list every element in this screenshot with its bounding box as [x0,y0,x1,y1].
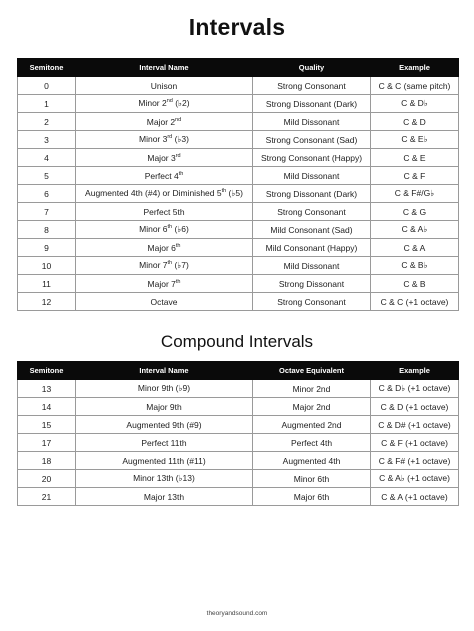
example-cell: C & B [371,275,459,293]
interval-name-text: Minor 7 [139,260,168,270]
table-row [18,398,459,416]
ordinal-suffix: th [178,170,184,177]
interval-name-text: Octave [150,296,178,307]
example-cell: C & C (same pitch) [371,77,459,95]
table-row [18,434,459,452]
octave-equivalent-cell: Major 6th [253,488,371,506]
example-cell: C & F#/G♭ [371,185,459,203]
column-header-example: Example [371,59,459,77]
interval-name-text: Major 6 [147,242,176,253]
example-cell: C & D (+1 octave) [371,398,459,416]
semitone-cell: 13 [18,380,76,398]
interval-name-cell [76,257,253,275]
semitone-cell: 10 [18,257,76,275]
interval-name-text: Major 7 [147,278,176,289]
interval-name-cell: Augmented 9th (#9) [76,416,253,434]
table-header-row [18,362,459,380]
example-cell: C & E♭ [371,131,459,149]
interval-name-text: Minor 6 [139,224,168,234]
semitone-cell: 17 [18,434,76,452]
table-row [18,380,459,398]
semitone-cell: 8 [18,221,76,239]
interval-name-cell [76,275,253,293]
ordinal-suffix: th [221,188,227,195]
intervals-table [17,58,459,311]
table-row [18,470,459,488]
page-title: Intervals [188,14,286,40]
interval-name-cell [76,293,253,311]
quality-cell: Strong Consonant [253,203,371,221]
semitone-cell: 0 [18,77,76,95]
column-header-octave-equivalent: Octave Equivalent [253,362,371,380]
semitone-cell: 7 [18,203,76,221]
interval-name-cell: Major 13th [76,488,253,506]
example-cell: C & D♭ [371,95,459,113]
semitone-cell: 1 [18,95,76,113]
example-cell: C & A [371,239,459,257]
interval-name-cell [76,95,253,113]
table-row [18,275,459,293]
example-cell: C & B♭ [371,257,459,275]
semitone-cell: 12 [18,293,76,311]
interval-name-text: Perfect 4 [144,170,179,181]
table-row [18,203,459,221]
interval-name-cell: Minor 9th (♭9) [76,380,253,398]
interval-name-text: Minor 3 [139,134,168,144]
semitone-cell: 2 [18,113,76,131]
column-header-quality: Quality [253,59,371,77]
ordinal-suffix: th [175,278,181,285]
quality-cell: Mild Dissonant [253,257,371,275]
semitone-cell: 15 [18,416,76,434]
semitone-cell: 14 [18,398,76,416]
ordinal-suffix: nd [175,116,182,123]
interval-name-qualifier: (♭3) [172,134,189,144]
column-header-interval-name: Interval Name [76,362,253,380]
octave-equivalent-cell: Minor 2nd [253,380,371,398]
compound-intervals-table [17,361,459,506]
table-row [18,293,459,311]
interval-name-cell [76,77,253,95]
quality-cell: Mild Consonant (Sad) [253,221,371,239]
quality-cell: Mild Consonant (Happy) [253,239,371,257]
octave-equivalent-cell: Augmented 4th [253,452,371,470]
interval-name-cell [76,239,253,257]
example-cell: C & G [371,203,459,221]
semitone-cell: 18 [18,452,76,470]
interval-name-text: Minor 2 [138,98,167,108]
semitone-cell: 6 [18,185,76,203]
table-row [18,113,459,131]
interval-name-cell [76,167,253,185]
example-cell: C & F# (+1 octave) [371,452,459,470]
table-row [18,452,459,470]
footer-site-name: theoryandsound.com [206,610,268,617]
table-row [18,185,459,203]
octave-equivalent-cell: Minor 6th [253,470,371,488]
quality-cell: Strong Consonant [253,77,371,95]
example-cell: C & D [371,113,459,131]
quality-cell: Strong Dissonant [253,275,371,293]
interval-name-text: Major 2 [146,116,176,127]
table-row [18,488,459,506]
ordinal-suffix: th [167,260,173,267]
quality-cell: Mild Dissonant [253,167,371,185]
interval-name-qualifier: (♭7) [172,260,189,270]
octave-equivalent-cell: Perfect 4th [253,434,371,452]
ordinal-suffix: nd [166,98,173,105]
interval-name-qualifier: (♭5) [226,188,243,198]
column-header-semitone: Semitone [18,59,76,77]
interval-name-text: Perfect 5th [143,206,185,217]
ordinal-suffix: rd [175,152,181,159]
table-row [18,416,459,434]
example-cell: C & A♭ [371,221,459,239]
quality-cell: Mild Dissonant [253,113,371,131]
interval-name-cell [76,113,253,131]
semitone-cell: 20 [18,470,76,488]
table-row [18,77,459,95]
example-cell: C & F (+1 octave) [371,434,459,452]
ordinal-suffix: th [167,224,173,231]
interval-name-cell [76,185,253,203]
table-row [18,95,459,113]
example-cell: C & E [371,149,459,167]
quality-cell: Strong Dissonant (Dark) [253,185,371,203]
example-cell: C & C (+1 octave) [371,293,459,311]
octave-equivalent-cell: Augmented 2nd [253,416,371,434]
example-cell: C & F [371,167,459,185]
quality-cell: Strong Consonant [253,293,371,311]
quality-cell: Strong Consonant (Happy) [253,149,371,167]
octave-equivalent-cell: Major 2nd [253,398,371,416]
interval-name-cell: Minor 13th (♭13) [76,470,253,488]
example-cell: C & A♭ (+1 octave) [371,470,459,488]
semitone-cell: 9 [18,239,76,257]
column-header-example: Example [371,362,459,380]
column-header-semitone: Semitone [18,362,76,380]
semitone-cell: 11 [18,275,76,293]
table-row [18,131,459,149]
table-row [18,167,459,185]
table-row [18,221,459,239]
table-row [18,149,459,167]
example-cell: C & D♭ (+1 octave) [371,380,459,398]
quality-cell: Strong Consonant (Sad) [253,131,371,149]
compound-intervals-title: Compound Intervals [160,332,314,351]
interval-name-cell: Major 9th [76,398,253,416]
semitone-cell: 4 [18,149,76,167]
semitone-cell: 5 [18,167,76,185]
ordinal-suffix: rd [167,134,173,141]
quality-cell: Strong Dissonant (Dark) [253,95,371,113]
table-header-row [18,59,459,77]
example-cell: C & A (+1 octave) [371,488,459,506]
interval-name-text: Unison [150,80,178,91]
interval-name-cell [76,221,253,239]
ordinal-suffix: th [175,242,181,249]
interval-name-cell: Perfect 11th [76,434,253,452]
column-header-interval-name: Interval Name [76,59,253,77]
semitone-cell: 3 [18,131,76,149]
interval-name-text: Major 3 [147,152,176,163]
table-row [18,257,459,275]
table-row [18,239,459,257]
interval-name-qualifier: (♭6) [172,224,189,234]
interval-name-text: Augmented 4th (#4) or Diminished 5 [85,188,222,198]
interval-name-cell [76,131,253,149]
interval-name-cell [76,203,253,221]
interval-name-cell: Augmented 11th (#11) [76,452,253,470]
interval-name-cell [76,149,253,167]
example-cell: C & D# (+1 octave) [371,416,459,434]
interval-name-qualifier: (♭2) [172,98,190,108]
semitone-cell: 21 [18,488,76,506]
